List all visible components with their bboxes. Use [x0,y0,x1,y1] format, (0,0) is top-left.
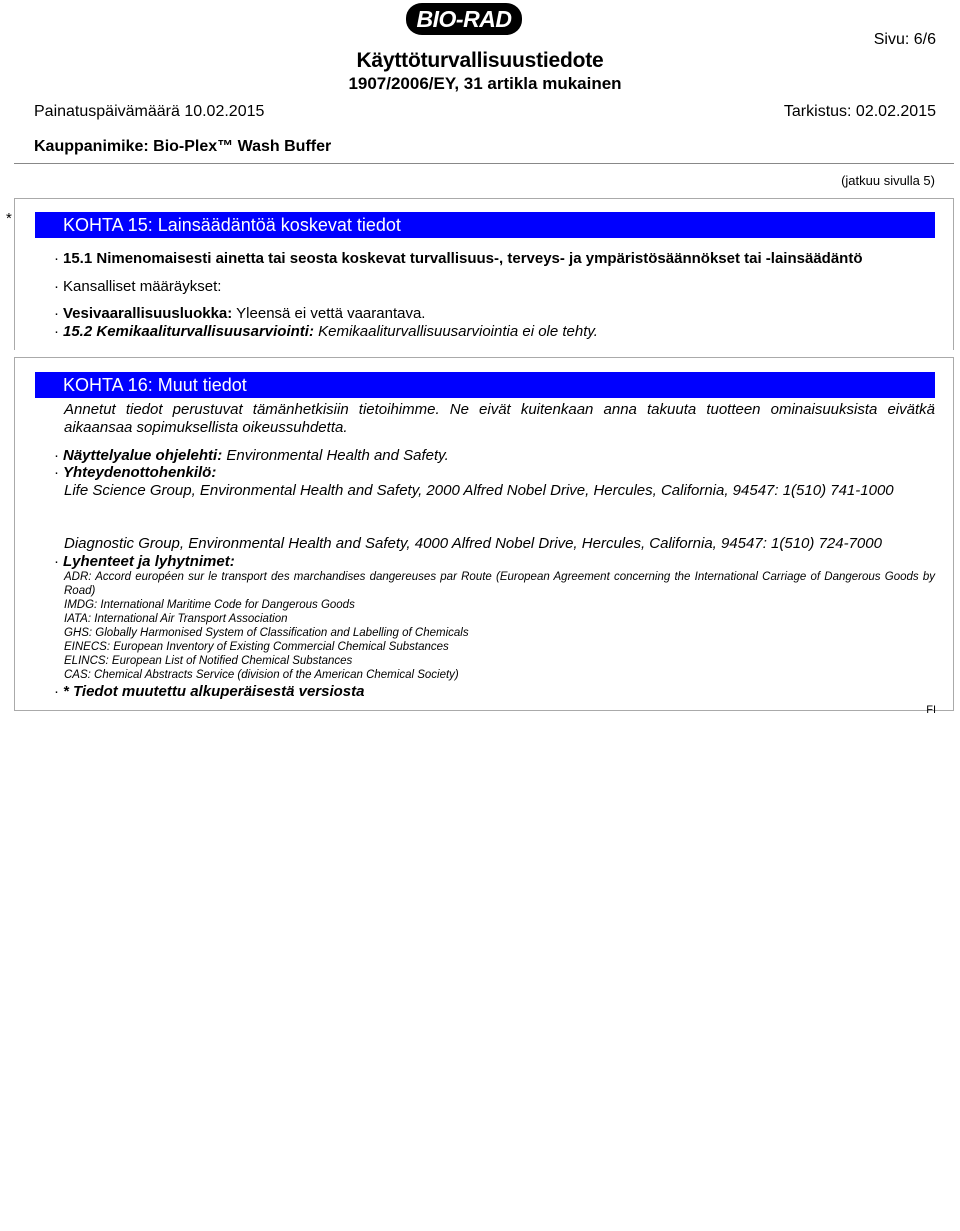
revision-date: Tarkistus: 02.02.2015 [783,103,936,120]
contact-label: Yhteydenottohenkilö: [63,464,217,481]
abbreviations-label-line: · Lyhenteet ja lyhytnimet: [54,553,235,570]
changed-note: * Tiedot muutettu alkuperäisestä versiosta [63,683,365,700]
abbreviations-list [64,570,935,682]
sheet-issuer-value: Environmental Health and Safety. [226,447,449,464]
section-15-heading-text: KOHTA 15: Lainsäädäntöä koskevat tiedot [63,214,401,235]
abbreviation-item: CAS: Chemical Abstracts Service (division of the American Chemical Society) [64,669,459,681]
document-title: Käyttöturvallisuustiedote [356,49,604,72]
header-divider [14,163,954,164]
contact-life-science: Life Science Group, Environmental Health and Safety, 2000 Alfred Nobel Drive, Hercules, California, 94547: 1(510) 741-1000 [64,482,894,499]
changed-note-line: · * Tiedot muutettu alkuperäisestä versiosta [54,683,365,700]
regulation-heading: 15.1 Nimenomaisesti ainetta tai seosta koskevat turvallisuus-, terveys- ja ympäristösäännökset tai -lainsäädäntö [63,250,863,267]
section-16-heading [35,372,935,398]
abbreviation-item: ELINCS: European List of Notified Chemical Substances [64,655,353,667]
water-hazard-label: Vesivaarallisuusluokka: [63,305,233,322]
abbreviations-label: Lyhenteet ja lyhytnimet: [63,553,235,570]
contact-diagnostic: Diagnostic Group, Environmental Health and Safety, 4000 Alfred Nobel Drive, Hercules, California, 94547: 1(510) 724-7000 [64,535,882,552]
contact-label-line: · Yhteydenottohenkilö: [54,464,217,481]
national-regulations-line: · Kansalliset määräykset: [54,278,222,295]
water-hazard-value: Yleensä ei vettä vaarantava. [236,305,426,322]
disclaimer-text: Annetut tiedot perustuvat tämänhetkisiin tietoihimme. Ne eivät kuitenkaan anna takuuta tuotteen ominaisuuksista eivätkä aikaansaa sopimuksellista oikeussuhdetta. [64,401,935,436]
language-code: FI [926,704,936,716]
section-16-heading-text: KOHTA 16: Muut tiedot [63,374,247,395]
continued-note: (jatkuu sivulla 5) [841,173,935,188]
section-15-heading [35,212,935,238]
print-date: Painatuspäivämäärä 10.02.2015 [34,103,265,120]
chemical-safety-value: Kemikaaliturvallisuusarviointia ei ole tehty. [318,323,598,340]
trade-name: Kauppanimike: Bio-Plex™ Wash Buffer [34,138,332,155]
water-hazard-line: · Vesivaarallisuusluokka: Yleensä ei vettä vaarantava. [54,305,426,322]
document-subtitle: 1907/2006/EY, 31 artikla mukainen [348,74,622,93]
change-marker: * [6,210,12,227]
section-15-1-line: · 15.1 Nimenomaisesti ainetta tai seosta koskevat turvallisuus-, terveys- ja ympäristösäännökset tai -lainsäädäntö [54,250,863,267]
abbreviation-item: EINECS: European Inventory of Existing Commercial Chemical Substances [64,641,449,653]
chemical-safety-line: · 15.2 Kemikaaliturvallisuusarviointi: Kemikaaliturvallisuusarviointia ei ole tehty. [54,323,598,340]
abbreviation-item: GHS: Globally Harmonised System of Classification and Labelling of Chemicals [64,627,469,639]
national-regulations-label: Kansalliset määräykset: [63,278,222,295]
abbreviation-item: IMDG: International Maritime Code for Dangerous Goods [64,599,355,611]
page-number: Sivu: 6/6 [873,31,936,48]
sheet-issuer-label: Näyttelyalue ohjelehti: [63,447,223,464]
abbreviation-item: ADR: Accord européen sur le transport des marchandises dangereuses par Route (European Agreement concerning the International Carriage of Dangerous Goods by Road) [64,571,935,597]
chemical-safety-label: 15.2 Kemikaaliturvallisuusarviointi: [63,323,314,340]
sheet-issuer-line: · Näyttelyalue ohjelehti: Environmental Health and Safety. [54,447,449,464]
abbreviation-item: IATA: International Air Transport Association [64,613,288,625]
bio-rad-logo: BIO-RAD [406,3,522,35]
